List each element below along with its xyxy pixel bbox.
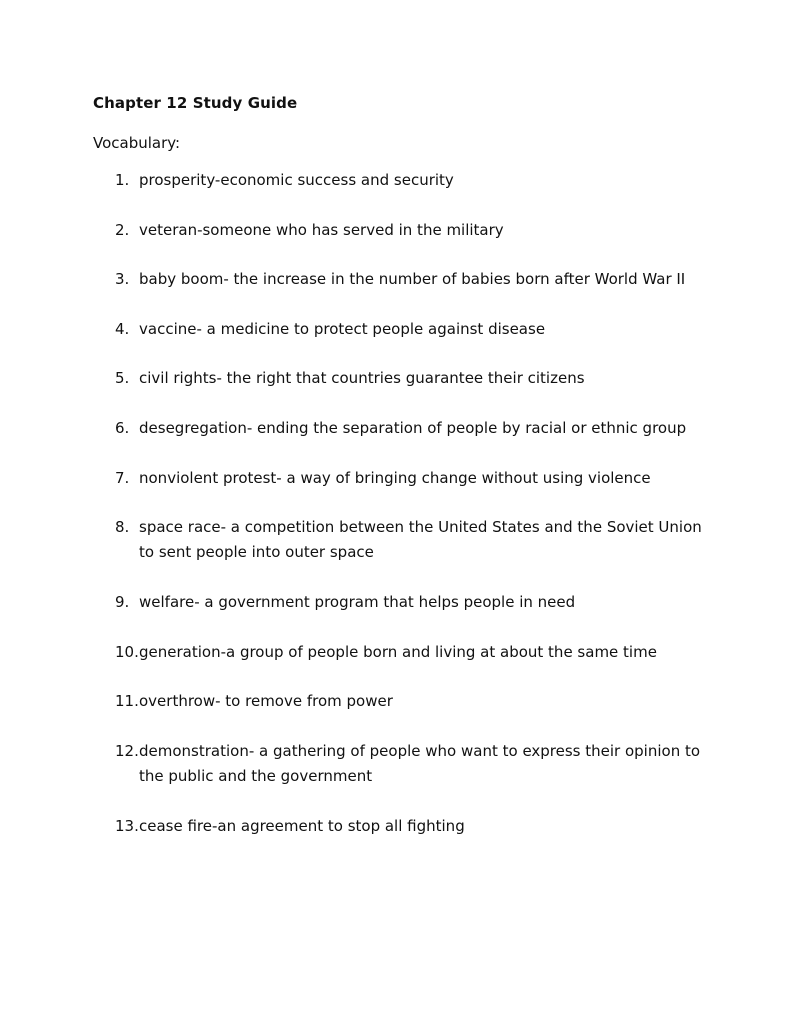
item-text: demonstration- a gathering of people who want to express their opinion to the public and the government — [139, 742, 701, 785]
item-text: vaccine- a medicine to protect people against disease — [139, 320, 546, 338]
item-number: 7. — [115, 469, 130, 487]
item-number: 10. — [115, 643, 139, 661]
item-number: 9. — [115, 593, 130, 611]
item-text: desegregation- ending the separation of people by racial or ethnic group — [139, 419, 687, 437]
item-text: civil rights- the right that countries guarantee their citizens — [139, 369, 585, 387]
item-number: 3. — [115, 270, 130, 288]
item-text: veteran-someone who has served in the military — [139, 221, 504, 239]
item-text: nonviolent protest- a way of bringing change without using violence — [139, 469, 651, 487]
item-text: generation-a group of people born and living at about the same time — [139, 643, 657, 661]
item-number: 2. — [115, 221, 130, 239]
item-number: 1. — [115, 171, 130, 189]
item-number: 13. — [115, 817, 139, 835]
page-title: Chapter 12 Study Guide — [93, 94, 298, 112]
item-text: cease fire-an agreement to stop all fighting — [139, 817, 465, 835]
item-text: welfare- a government program that helps people in need — [139, 593, 576, 611]
item-text: space race- a competition between the United States and the Soviet Union to sent people into outer space — [139, 518, 702, 561]
item-number: 5. — [115, 369, 130, 387]
item-number: 11. — [115, 692, 139, 710]
item-number: 8. — [115, 518, 130, 536]
item-text: prosperity-economic success and security — [139, 171, 454, 189]
item-number: 4. — [115, 320, 130, 338]
item-number: 6. — [115, 419, 130, 437]
item-number: 12. — [115, 742, 139, 760]
item-text: baby boom- the increase in the number of babies born after World War II — [139, 270, 686, 288]
section-heading: Vocabulary: — [93, 134, 181, 152]
item-text: overthrow- to remove from power — [139, 692, 393, 710]
